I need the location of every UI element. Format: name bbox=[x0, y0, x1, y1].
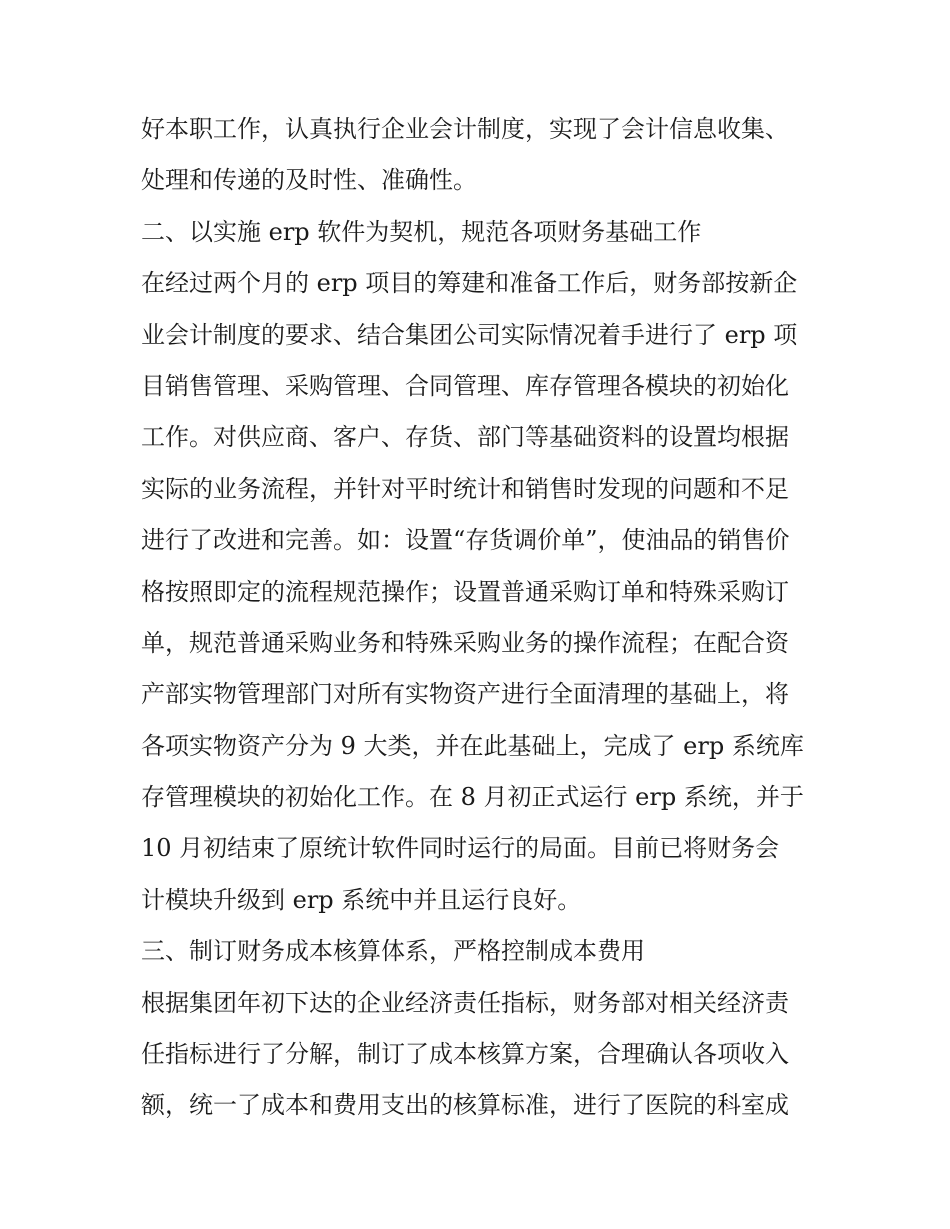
text-line: 单，规范普通采购业务和特殊采购业务的操作流程；在配合资 bbox=[141, 628, 789, 657]
text-line: 各项实物资产分为 9 大类，并在此基础上，完成了 erp 系统库 bbox=[141, 731, 804, 760]
text-line: 进行了改进和完善。如：设置“存货调价单”，使油品的销售价 bbox=[141, 526, 790, 555]
text-line: 任指标进行了分解，制订了成本核算方案，合理确认各项收入 bbox=[141, 1040, 789, 1069]
text-line: 额，统一了成本和费用支出的核算标准，进行了医院的科室成 bbox=[141, 1091, 789, 1120]
text-line: 格按照即定的流程规范操作；设置普通采购订单和特殊采购订 bbox=[141, 577, 789, 606]
text-line: 在经过两个月的 erp 项目的筹建和准备工作后，财务部按新企 bbox=[141, 269, 798, 298]
text-line: 存管理模块的初始化工作。在 8 月初正式运行 erp 系统，并于 bbox=[141, 783, 804, 812]
text-line: 目销售管理、采购管理、合同管理、库存管理各模块的初始化 bbox=[141, 371, 789, 400]
text-line: 处理和传递的及时性、准确性。 bbox=[141, 166, 477, 195]
text-line: 业会计制度的要求、结合集团公司实际情况着手进行了 erp 项 bbox=[141, 320, 798, 349]
section-heading: 三、制订财务成本核算体系，严格控制成本费用 bbox=[141, 937, 645, 966]
text-line: 产部实物管理部门对所有实物资产进行全面清理的基础上，将 bbox=[141, 680, 789, 709]
document-body bbox=[141, 108, 821, 1136]
text-line: 根据集团年初下达的企业经济责任指标，财务部对相关经济责 bbox=[141, 988, 789, 1017]
section-heading: 二、以实施 erp 软件为契机，规范各项财务基础工作 bbox=[141, 217, 702, 246]
text-line: 工作。对供应商、客户、存货、部门等基础资料的设置均根据 bbox=[141, 423, 789, 452]
text-line: 10 月初结束了原统计软件同时运行的局面。目前已将财务会 bbox=[141, 834, 780, 863]
text-line: 好本职工作，认真执行企业会计制度，实现了会计信息收集、 bbox=[141, 115, 789, 143]
text-line: 实际的业务流程，并针对平时统计和销售时发现的问题和不足 bbox=[141, 474, 789, 503]
text-line: 计模块升级到 erp 系统中并且运行良好。 bbox=[141, 885, 582, 914]
